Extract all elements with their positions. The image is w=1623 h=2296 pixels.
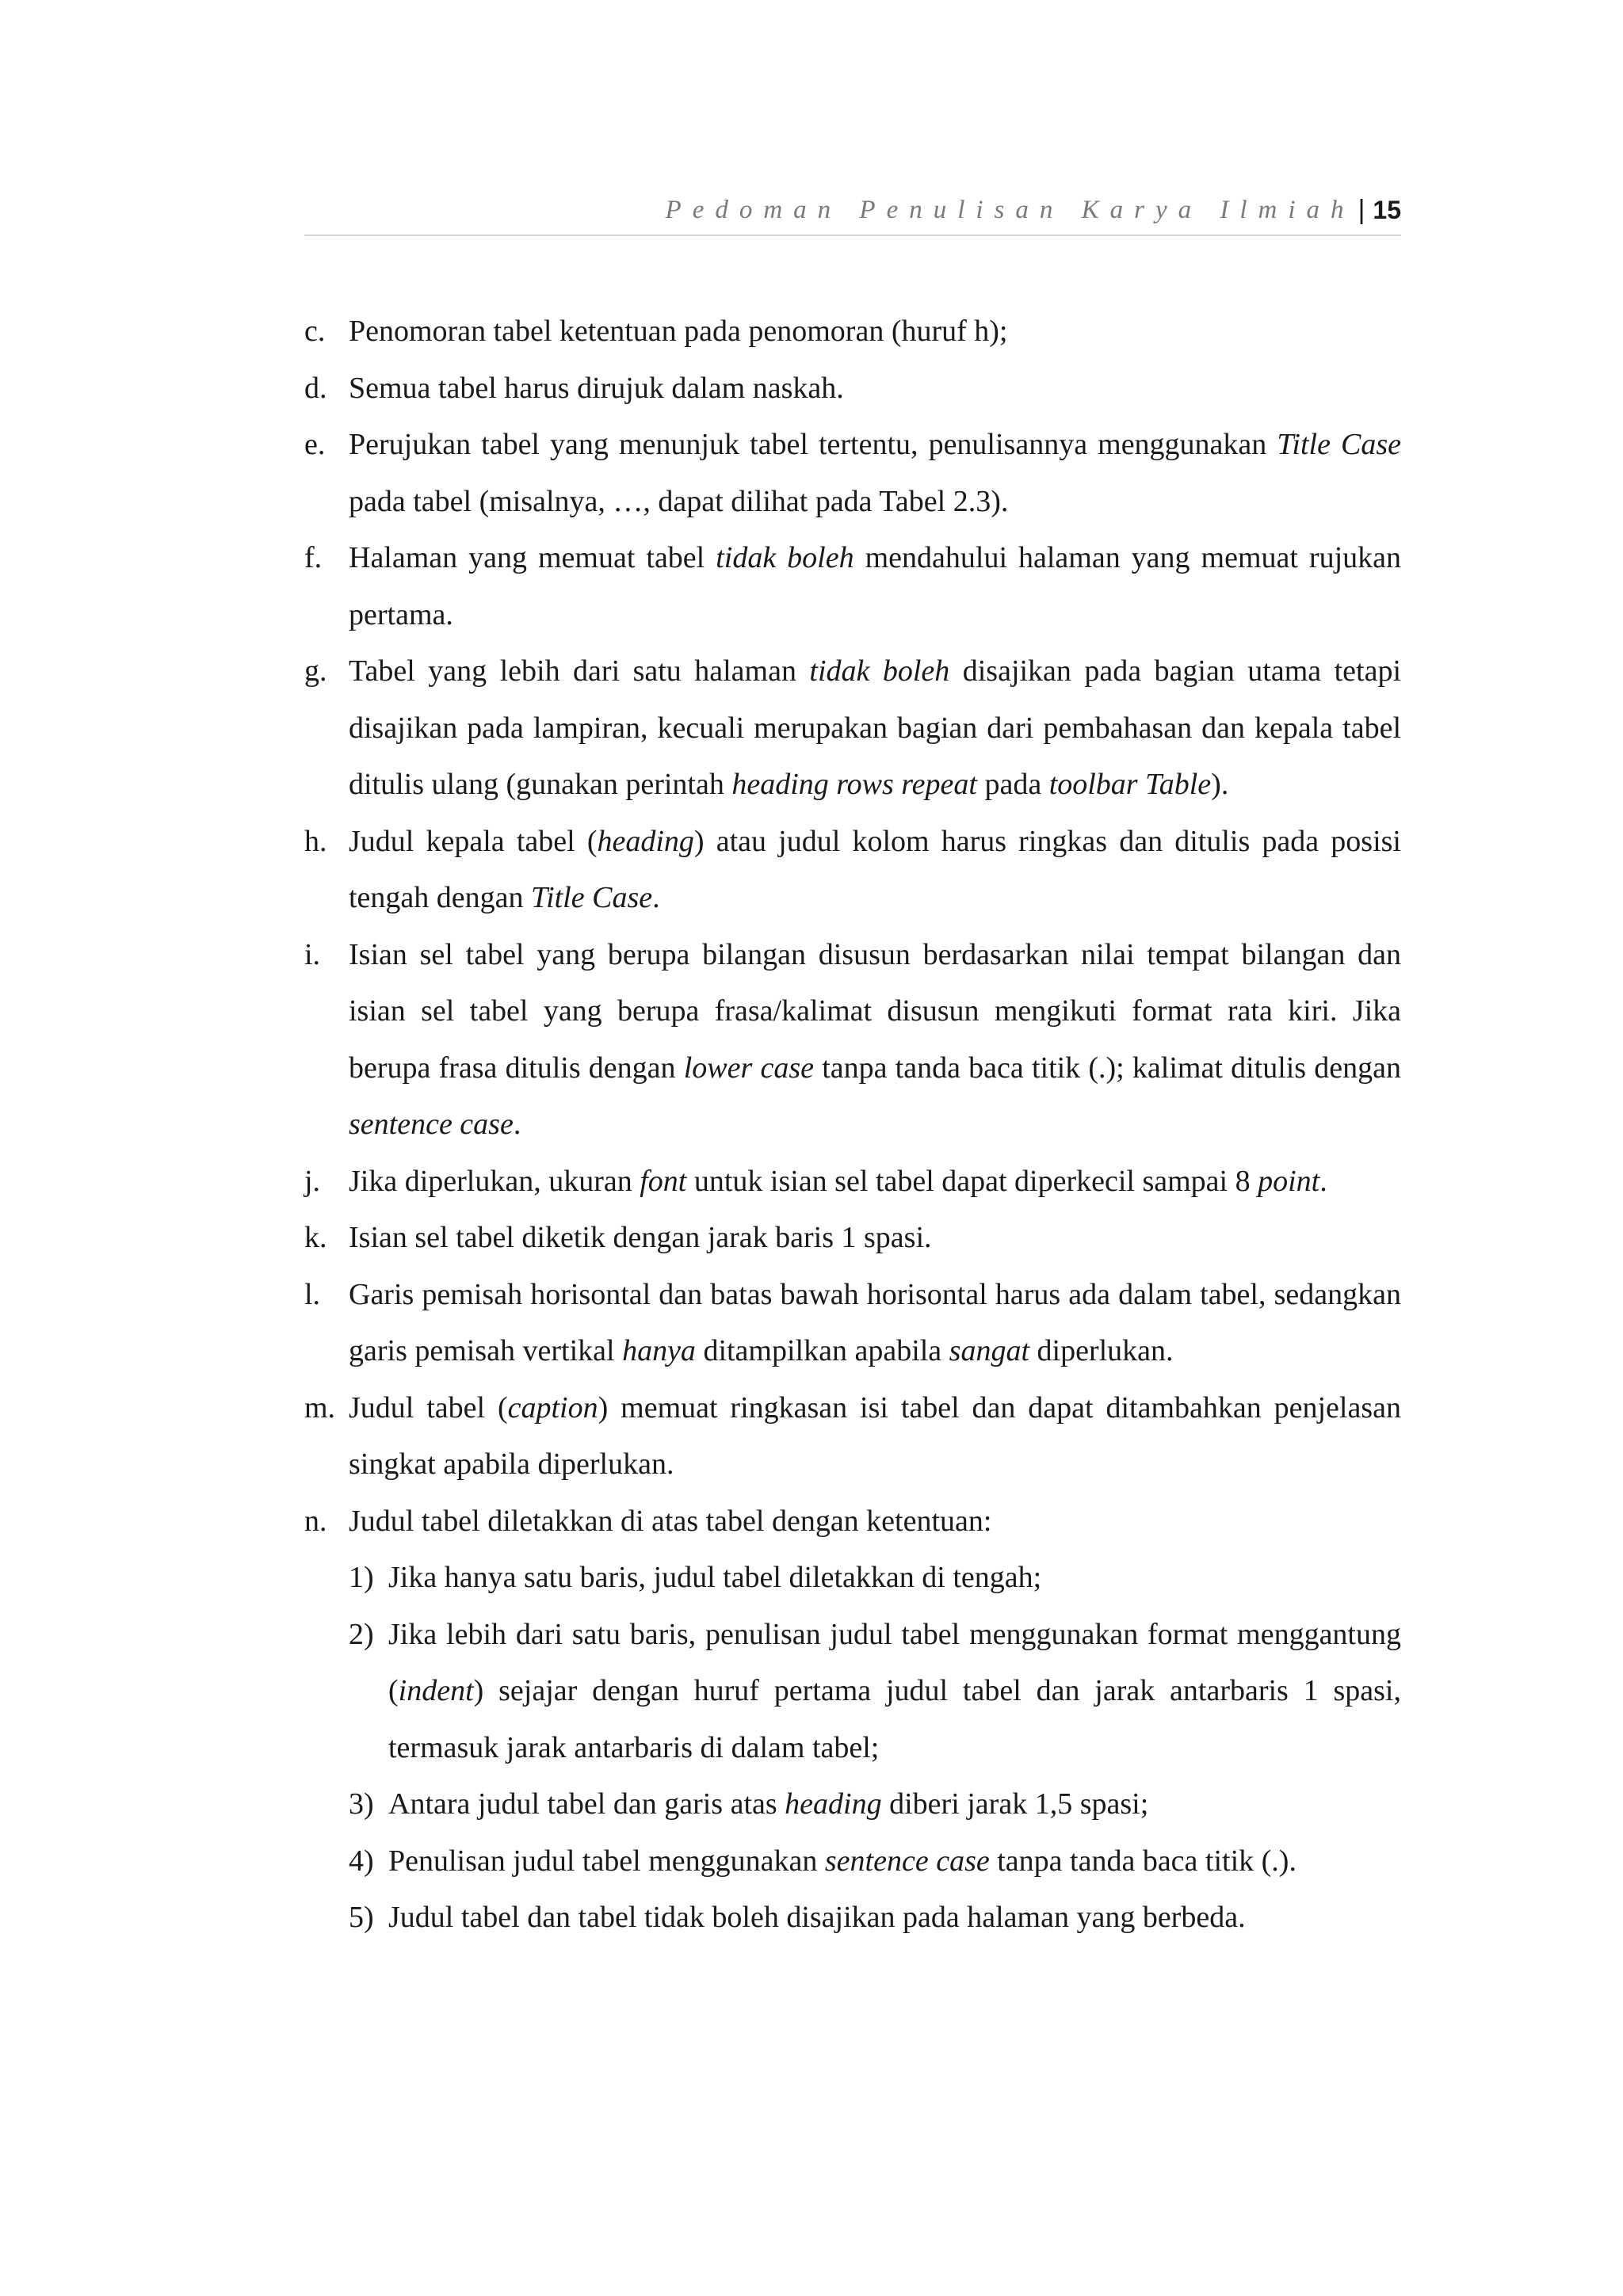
text-segment: . bbox=[513, 1108, 521, 1141]
text-segment: Perujukan tabel yang menunjuk tabel tertentu, penulisannya menggunakan bbox=[349, 428, 1277, 461]
list-marker: e. bbox=[304, 428, 326, 461]
list-item bbox=[304, 1493, 1401, 1550]
running-title: Pedoman Penulisan Karya Ilmiah bbox=[665, 195, 1355, 224]
list-item bbox=[304, 643, 1401, 814]
text-segment: Judul tabel ( bbox=[349, 1390, 508, 1425]
list-marker: i. bbox=[304, 937, 321, 971]
text-segment: disajikan pada bagian utama tetapi disajikan pada lampiran, kecuali merupakan bagian dari pembahasan dan kepala tabel ditulis ulang (gunakan perintah bbox=[349, 654, 1402, 801]
list-item bbox=[304, 360, 1401, 418]
italic-term: Title Case bbox=[531, 881, 653, 914]
list-item-text bbox=[349, 654, 1401, 801]
text-segment: Semua tabel harus dirujuk dalam naskah. bbox=[349, 371, 844, 405]
list-item-text bbox=[349, 1391, 1401, 1482]
list-marker: n. bbox=[304, 1504, 327, 1538]
italic-term: indent bbox=[398, 1674, 474, 1707]
list-marker: j. bbox=[304, 1164, 321, 1198]
list-item bbox=[304, 1380, 1401, 1493]
list-marker: g. bbox=[304, 654, 327, 688]
text-segment: ) memuat ringkasan isi tabel dan dapat ditambahkan penjelasan singkat apabila diperlukan. bbox=[349, 1390, 1401, 1481]
list-marker: k. bbox=[304, 1221, 327, 1254]
text-segment: Judul kepala tabel ( bbox=[349, 824, 598, 858]
italic-term: font bbox=[640, 1164, 687, 1198]
italic-term: sentence case bbox=[349, 1108, 514, 1141]
list-item bbox=[304, 1210, 1401, 1267]
text-segment: pada tabel (misalnya, …, dapat dilihat pada Tabel 2.3). bbox=[349, 484, 1009, 518]
italic-term: tidak boleh bbox=[809, 654, 950, 688]
list-item-text bbox=[349, 1278, 1401, 1368]
sub-list-item-text bbox=[388, 1787, 1148, 1821]
sub-list-item bbox=[304, 1550, 1401, 1607]
text-segment: Penulisan judul tabel menggunakan bbox=[388, 1844, 825, 1878]
italic-term: sentence case bbox=[824, 1844, 990, 1878]
list-item-text bbox=[349, 825, 1401, 915]
sub-list-item-text bbox=[388, 1844, 1296, 1878]
italic-term: tidak boleh bbox=[716, 541, 854, 574]
list-item-text bbox=[349, 541, 1401, 631]
italic-term: heading bbox=[785, 1787, 882, 1821]
text-segment: tanpa tanda baca titik (.); kalimat ditulis dengan bbox=[814, 1051, 1402, 1085]
list-item-text bbox=[349, 1505, 991, 1538]
guideline-list bbox=[304, 303, 1401, 1947]
list-marker: f. bbox=[304, 541, 323, 574]
list-item bbox=[304, 530, 1401, 643]
text-segment: Jika diperlukan, ukuran bbox=[349, 1164, 640, 1198]
text-segment: Judul tabel diletakkan di atas tabel dengan ketentuan: bbox=[349, 1504, 992, 1538]
text-segment: Halaman yang memuat tabel bbox=[349, 541, 716, 574]
text-segment: ) sejajar dengan huruf pertama judul tabel dan jarak antarbaris 1 spasi, termasuk jarak antarbaris di dalam tabel; bbox=[388, 1674, 1401, 1764]
text-segment: Garis pemisah horisontal dan batas bawah horisontal harus ada dalam tabel, sedangkan garis pemisah vertikal bbox=[349, 1277, 1401, 1367]
list-item bbox=[304, 927, 1401, 1154]
text-segment: Tabel yang lebih dari satu halaman bbox=[349, 654, 810, 688]
text-segment: . bbox=[652, 881, 660, 914]
list-marker: h. bbox=[304, 824, 327, 858]
sub-list-marker: 4) bbox=[349, 1844, 374, 1878]
list-item bbox=[304, 303, 1401, 360]
list-marker: d. bbox=[304, 371, 327, 405]
list-item bbox=[304, 417, 1401, 530]
list-item-text bbox=[349, 1221, 932, 1254]
text-segment: . bbox=[1319, 1164, 1327, 1198]
text-segment: diberi jarak 1,5 spasi; bbox=[881, 1787, 1149, 1821]
italic-term: heading bbox=[597, 824, 694, 858]
sub-list-marker: 1) bbox=[349, 1561, 374, 1594]
sub-list-item-text bbox=[388, 1618, 1401, 1764]
sub-list-marker: 5) bbox=[349, 1901, 374, 1934]
text-segment: Jika lebih dari satu baris, penulisan judul tabel menggunakan format menggantung ( bbox=[388, 1617, 1401, 1707]
list-item-text bbox=[349, 1165, 1327, 1198]
italic-term: hanya bbox=[622, 1334, 696, 1367]
list-item-text bbox=[349, 938, 1401, 1142]
page-number: 15 bbox=[1373, 195, 1401, 224]
list-item bbox=[304, 1154, 1401, 1211]
list-item-text bbox=[349, 372, 844, 405]
italic-term: Title Case bbox=[1277, 428, 1401, 461]
text-segment: Isian sel tabel diketik dengan jarak baris 1 spasi. bbox=[349, 1221, 932, 1254]
text-segment: ) atau judul kolom harus ringkas dan ditulis pada posisi tengah dengan bbox=[349, 824, 1401, 914]
italic-term: point bbox=[1258, 1164, 1320, 1198]
text-segment: untuk isian sel tabel dapat diperkecil sampai 8 bbox=[686, 1164, 1258, 1198]
list-item-text bbox=[349, 315, 1008, 348]
text-segment: tanpa tanda baca titik (.). bbox=[989, 1844, 1296, 1878]
list-item-text bbox=[349, 428, 1401, 518]
text-segment: pada bbox=[976, 768, 1049, 801]
text-segment: Isian sel tabel yang berupa bilangan disusun berdasarkan nilai tempat bilangan dan isian sel tabel yang berupa frasa/kalimat disusun mengikuti format rata kiri. Jika berupa frasa ditulis dengan bbox=[349, 937, 1401, 1085]
italic-term: lower case bbox=[683, 1051, 815, 1085]
text-segment: ). bbox=[1211, 768, 1229, 801]
text-segment: ditampilkan apabila bbox=[695, 1334, 949, 1367]
sub-list-item-text bbox=[388, 1561, 1041, 1594]
sub-list-marker: 2) bbox=[349, 1617, 374, 1651]
list-item bbox=[304, 1267, 1401, 1380]
list-marker: c. bbox=[304, 315, 326, 348]
text-segment: Antara judul tabel dan garis atas bbox=[388, 1787, 785, 1821]
italic-term: caption bbox=[507, 1390, 598, 1425]
italic-term: heading rows repeat bbox=[731, 768, 977, 801]
text-segment: Jika hanya satu baris, judul tabel diletakkan di tengah; bbox=[388, 1561, 1042, 1594]
text-segment: diperlukan. bbox=[1029, 1334, 1174, 1367]
sub-list-item-text bbox=[388, 1901, 1246, 1934]
italic-term: toolbar Table bbox=[1048, 768, 1212, 801]
sub-list-item bbox=[304, 1890, 1401, 1947]
list-marker: l. bbox=[304, 1277, 321, 1311]
sub-list-marker: 3) bbox=[349, 1787, 374, 1821]
sub-list-item bbox=[304, 1776, 1401, 1833]
sub-list-item bbox=[304, 1607, 1401, 1777]
sub-list-item bbox=[304, 1833, 1401, 1890]
italic-term: sangat bbox=[949, 1334, 1030, 1367]
header-separator: | bbox=[1358, 194, 1365, 225]
list-marker: m. bbox=[304, 1390, 336, 1425]
list-item bbox=[304, 814, 1401, 927]
text-segment: Judul tabel dan tabel tidak boleh disajikan pada halaman yang berbeda. bbox=[388, 1901, 1246, 1934]
text-segment: Penomoran tabel ketentuan pada penomoran (huruf h); bbox=[349, 315, 1008, 348]
text-segment: mendahului halaman yang memuat rujukan pertama. bbox=[349, 541, 1401, 631]
page-header bbox=[304, 192, 1401, 236]
